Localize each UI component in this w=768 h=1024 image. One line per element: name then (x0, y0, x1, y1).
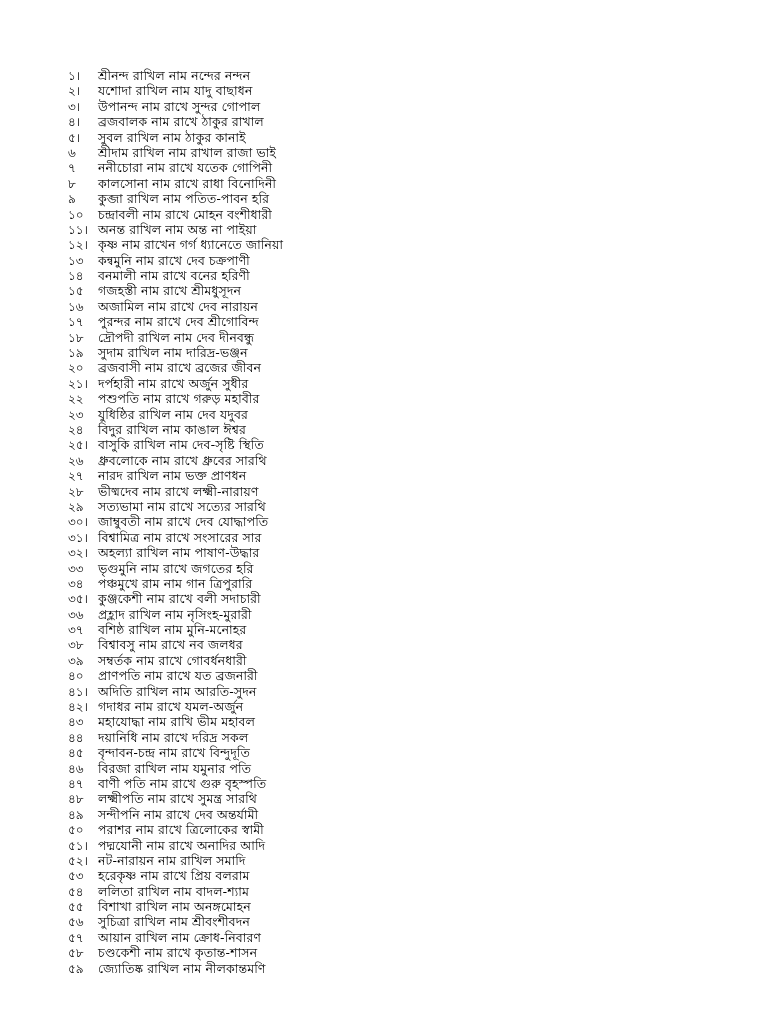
line-text: শ্রীদাম রাখিল নাম রাখাল রাজা ভাই (98, 144, 277, 160)
line-number: ৫০ (68, 823, 84, 838)
line-number: ২৩ (68, 407, 84, 422)
line-text: প্রহ্লাদ রাখিল নাম নৃসিংহ-মুরারী (98, 606, 252, 622)
line-number: ৫। (68, 130, 81, 145)
line-number: ৪৬ (68, 761, 84, 776)
line-text: পঞ্চমুখে রাম নাম গান ত্রিপুরারি (98, 575, 253, 591)
list-item (68, 407, 668, 422)
line-number: ৫৫ (68, 900, 84, 915)
line-number: ১৮ (68, 330, 84, 345)
line-number: ৩৯ (68, 653, 84, 668)
list-item (68, 668, 668, 683)
line-number: ৪০ (68, 669, 84, 684)
list-item (68, 468, 668, 483)
list-item (68, 930, 668, 945)
line-text: হরেকৃষ্ণ নাম রাখে প্রিয় বলরাম (98, 868, 250, 884)
list-item (68, 283, 668, 298)
list-item (68, 222, 668, 237)
list-item (68, 484, 668, 499)
line-number: ৩৩ (68, 561, 84, 576)
list-item (68, 761, 668, 776)
line-text: বিদুর রাখিল নাম কাঙাল ঈশ্বর (98, 421, 246, 437)
list-item (68, 591, 668, 606)
line-text: অনন্ত রাখিল নাম অন্ত না পাইয়া (98, 221, 257, 237)
line-number: ৪৯ (68, 807, 84, 822)
list-item (68, 561, 668, 576)
line-text: কন্বমুনি নাম রাখে দেব চক্রপাণী (98, 252, 250, 268)
line-text: জাম্বুবতী নাম রাখে দেব যোদ্ধাপতি (98, 514, 269, 530)
line-number: ৩৭ (68, 623, 84, 638)
line-number: ৩২। (68, 546, 88, 561)
list-item (68, 345, 668, 360)
line-text: ব্রজবাসী নাম রাখে ব্রজের জীবন (98, 360, 262, 376)
line-number: ২৮ (68, 484, 84, 499)
list-item (68, 514, 668, 529)
line-number: ৩১। (68, 530, 88, 545)
list-item (68, 268, 668, 283)
line-text: ললিতা রাখিল নাম বাদল-শ্যাম (98, 883, 250, 899)
line-number: ৮ (68, 176, 76, 191)
line-number: ১। (68, 69, 81, 83)
line-number: ৫৭ (68, 930, 84, 945)
line-text: প্রাণপতি নাম রাখে যত ব্রজনারী (98, 668, 258, 684)
line-text: অজামিল নাম রাখে দেব নারায়ন (98, 298, 258, 314)
list-item (68, 253, 668, 268)
list-item (68, 99, 668, 114)
line-number: ২৬ (68, 453, 84, 468)
line-number: ৬ (68, 145, 76, 160)
list-item (68, 945, 668, 960)
list-item (68, 207, 668, 222)
line-text: নট-নারায়ন নাম রাখিল সমাদি (98, 852, 246, 868)
line-text: কালসোনা নাম রাখে রাধা বিনোদিনী (98, 175, 277, 191)
line-text: সুচিত্রা রাখিল নাম শ্রীবংশীবদন (98, 914, 250, 930)
line-text: ধ্রুবলোকে নাম রাখে ধ্রুবের সারথি (98, 452, 267, 468)
list-item (68, 114, 668, 129)
line-text: পদ্মযোনী নাম রাখে অনাদির আদি (98, 837, 266, 853)
line-text: গজহস্তী নাম রাখে শ্রীমধুসূদন (98, 283, 242, 299)
list-item (68, 776, 668, 791)
line-number: ৫১। (68, 838, 88, 853)
line-number: ১৫ (68, 284, 84, 299)
line-number: ১৬ (68, 299, 84, 314)
line-number: ৫২। (68, 853, 88, 868)
list-item (68, 714, 668, 729)
list-item (68, 622, 668, 637)
line-number: ১৪ (68, 269, 84, 284)
line-text: ভৃগুমুনি নাম রাখে জগতের হরি (98, 560, 254, 576)
list-item (68, 176, 668, 191)
line-text: ভীষ্মদেব নাম রাখে লক্ষ্মী-নারায়ণ (98, 483, 259, 499)
line-number: ২১। (68, 376, 88, 391)
line-number: ৫৮ (68, 946, 84, 961)
list-item (68, 653, 668, 668)
line-number: ১৯ (68, 346, 84, 361)
list-item (68, 684, 668, 699)
line-text: কুঞ্জকেশী নাম রাখে বলী সদাচারী (98, 591, 261, 607)
line-number: ২৪ (68, 422, 84, 437)
line-text: অদিতি রাখিল নাম আরতি-সুদন (98, 683, 257, 699)
list-item (68, 699, 668, 714)
list-item (68, 299, 668, 314)
line-number: ১৩ (68, 253, 84, 268)
list-item (68, 822, 668, 837)
line-number: ৩৫। (68, 592, 88, 607)
line-text: পশুপতি নাম রাখে গরুড় মহাবীর (98, 391, 260, 407)
line-text: বিশ্বাবসু নাম রাখে নব জলধর (98, 637, 243, 653)
line-number: ৫৩ (68, 869, 84, 884)
line-number: ২৫। (68, 438, 88, 453)
list-item (68, 745, 668, 760)
list-item (68, 237, 668, 252)
line-text: সন্দীপনি নাম রাখে দেব অন্তর্যামী (98, 806, 259, 822)
list-item (68, 437, 668, 452)
line-number: ৭ (68, 161, 76, 176)
line-number: ৯ (68, 192, 76, 207)
list-item (68, 160, 668, 175)
line-text: বনমালী নাম রাখে বনের হরিণী (98, 268, 250, 284)
line-number: ৫৬ (68, 915, 84, 930)
list-item (68, 899, 668, 914)
line-text: বিশ্বামিত্র নাম রাখে সংসারের সার (98, 529, 262, 545)
list-item (68, 499, 668, 514)
line-number: ১২। (68, 238, 88, 253)
name-list (68, 68, 668, 976)
line-text: সম্বর্তক নাম রাখে গোবর্ধনধারী (98, 652, 247, 668)
line-number: ২। (68, 84, 81, 99)
line-number: ১৭ (68, 315, 84, 330)
list-item (68, 391, 668, 406)
line-text: বাণী পতি নাম রাখে গুরু বৃহস্পতি (98, 775, 267, 791)
line-text: সুদাম রাখিল নাম দারিদ্র-ভঞ্জন (98, 345, 248, 361)
list-item (68, 961, 668, 976)
line-text: ননীচোরা নাম রাখে যতেক গোপিনী (98, 160, 273, 176)
list-item (68, 730, 668, 745)
list-item (68, 576, 668, 591)
line-number: ২৯ (68, 499, 84, 514)
line-number: ৩০। (68, 515, 88, 530)
list-item (68, 807, 668, 822)
line-text: বৃন্দাবন-চন্দ্র নাম রাখে বিন্দুদূতি (98, 745, 250, 761)
line-text: দর্পহারী নাম রাখে অর্জুন সুধীর (98, 375, 249, 391)
line-number: ৫৪ (68, 884, 84, 899)
line-number: ৪১। (68, 684, 88, 699)
list-item (68, 838, 668, 853)
list-item (68, 914, 668, 929)
list-item (68, 868, 668, 883)
line-text: পরাশর নাম রাখে ত্রিলোকের স্বামী (98, 822, 264, 838)
list-item (68, 453, 668, 468)
line-text: ব্রজবালক নাম রাখে ঠাকুর রাখাল (98, 114, 264, 130)
line-text: পুরন্দর নাম রাখে দেব শ্রীগোবিন্দ (98, 314, 259, 330)
list-item (68, 145, 668, 160)
list-item (68, 607, 668, 622)
line-text: বশিষ্ঠ রাখিল নাম মুনি-মনোহর (98, 622, 247, 638)
line-number: ২০ (68, 361, 84, 376)
list-item (68, 545, 668, 560)
line-number: ৪৭ (68, 776, 84, 791)
line-number: ২৭ (68, 469, 84, 484)
line-number: ৪৩ (68, 715, 84, 730)
list-item (68, 330, 668, 345)
line-number: ৪৮ (68, 792, 84, 807)
line-text: বাসুকি রাখিল নাম দেব-সৃষ্টি স্থিতি (98, 437, 264, 453)
line-text: বিশাখা রাখিল নাম অনঙ্গমোহন (98, 899, 251, 915)
line-number: ৪২। (68, 700, 88, 715)
line-number: ৫৯ (68, 961, 84, 976)
line-text: আয়ান রাখিল নাম ক্রোধ-নিবারণ (98, 929, 262, 945)
list-item (68, 853, 668, 868)
line-number: ৪। (68, 115, 81, 130)
line-text: উপানন্দ নাম রাখে সুন্দর গোপাল (98, 98, 261, 114)
line-number: ১১। (68, 222, 88, 237)
line-text: চন্দ্রাবলী নাম রাখে মোহন বংশীধারী (98, 206, 272, 222)
line-number: ৩৮ (68, 638, 84, 653)
line-number: ৪৫ (68, 746, 84, 761)
line-text: গদাধর নাম রাখে যমল-অর্জুন (98, 699, 244, 715)
line-text: দ্রৌপদী রাখিল নাম দেব দীনবন্ধু (98, 329, 254, 345)
list-item (68, 376, 668, 391)
list-item (68, 637, 668, 652)
line-text: যুধিষ্ঠির রাখিল নাম দেব যদুবর (98, 406, 248, 422)
list-item (68, 191, 668, 206)
list-item (68, 83, 668, 98)
list-item (68, 791, 668, 806)
list-item (68, 130, 668, 145)
line-number: ১০ (68, 207, 84, 222)
list-item (68, 422, 668, 437)
line-number: ৩। (68, 99, 81, 114)
list-item (68, 884, 668, 899)
line-text: অহল্যা রাখিল নাম পাষাণ-উদ্ধার (98, 545, 260, 561)
line-number: ৩৪ (68, 576, 84, 591)
line-text: কৃষ্ণ নাম রাখেন গর্গ ধ্যানেতে জানিয়া (98, 237, 284, 253)
list-item (68, 530, 668, 545)
list-item (68, 68, 668, 83)
line-text: সত্যভামা নাম রাখে সত্যের সারথি (98, 498, 266, 514)
line-text: নারদ রাখিল নাম ভক্ত প্রাণধন (98, 468, 247, 484)
line-text: মহাযোদ্ধা নাম রাখি ভীম মহাবল (98, 714, 256, 730)
line-number: ২২ (68, 392, 84, 407)
line-text: সুবল রাখিল নাম ঠাকুর কানাই (98, 129, 246, 145)
list-item (68, 314, 668, 329)
line-number: ৩৬ (68, 607, 84, 622)
line-text: লক্ষ্মীপতি নাম রাখে সুমন্ত্র সারথি (98, 791, 257, 807)
line-text: দয়ানিধি নাম রাখে দরিদ্র সকল (98, 729, 249, 745)
line-text: শ্রীনন্দ রাখিল নাম নন্দের নন্দন (98, 68, 251, 83)
line-text: কুব্জা রাখিল নাম পতিত-পাবন হরি (98, 191, 270, 207)
line-text: বিরজা রাখিল নাম যমুনার পতি (98, 760, 252, 776)
line-number: ৪৪ (68, 730, 84, 745)
list-item (68, 360, 668, 375)
line-text: জ্যোতিষ্ক রাখিল নাম নীলকান্তমণি (98, 960, 266, 976)
line-text: যশোদা রাখিল নাম যাদু বাছাধন (98, 83, 253, 99)
line-text: চণ্ডকেশী নাম রাখে কৃতান্ত-শাসন (98, 945, 258, 961)
